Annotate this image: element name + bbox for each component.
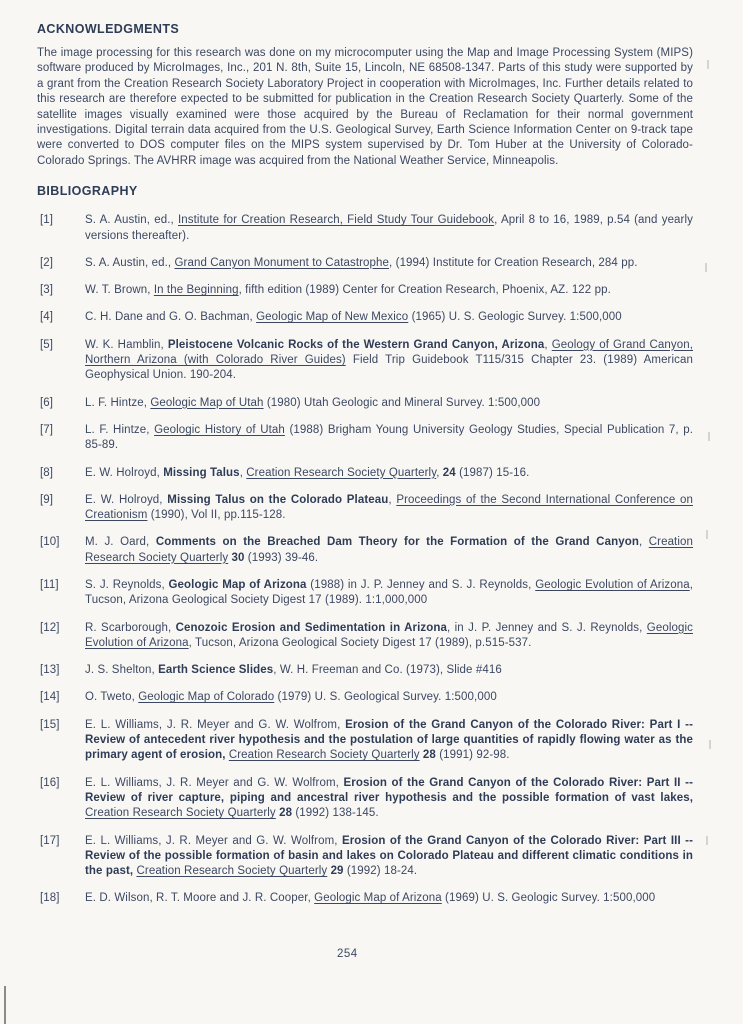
bibliography-entry-text: L. F. Hintze, Geologic Map of Utah (1980) Utah Geologic and Mineral Survey. 1:500,000 — [85, 396, 541, 409]
scan-artifact — [708, 432, 710, 441]
bibliography-entry-text: R. Scarborough, Cenozoic Erosion and Sedimentation in Arizona, in J. P. Jenney and S. J. Reynolds, Geologic Evolution of Arizona, Tucson, Arizona Geological Society Digest 17 (1989), p.515-537. — [85, 621, 693, 649]
bibliography-entry — [37, 310, 693, 325]
bibliography-entry-text: W. K. Hamblin, Pleistocene Volcanic Rocks of the Western Grand Canyon, Arizona, Geology of Grand Canyon, Northern Arizona (with Colorado River Guides) Field Trip Guidebook T115/315 Chapter 23. (1989) American Geophysical Union. 190-204. — [85, 338, 693, 382]
bibliography-entry — [37, 213, 693, 244]
bibliography-entry-number: [7] — [40, 423, 54, 436]
bibliography-entry-number: [10] — [40, 536, 60, 549]
bibliography-entry — [37, 256, 693, 271]
bibliography-entry-text: O. Tweto, Geologic Map of Colorado (1979) U. S. Geological Survey. 1:500,000 — [85, 691, 497, 704]
bibliography-entry — [37, 834, 693, 880]
bibliography-entry-text: E. L. Williams, J. R. Meyer and G. W. Wolfrom, Erosion of the Grand Canyon of the Colorado River: Part III -- Review of the possible formation of basin and lakes on Colorado Plateau and different climatic conditions in the past, Creation Research Society Quarterly 29 (1992) 18-24. — [85, 834, 694, 878]
bibliography-entry-number: [2] — [40, 256, 54, 269]
bibliography-entry-text: M. J. Oard, Comments on the Breached Dam Theory for the Formation of the Grand Canyon, Creation Research Society Quarterly 30 (1993) 39-46. — [85, 536, 694, 564]
acknowledgments-paragraph: The image processing for this research was done on my microcomputer using the Map and Image Processing System (MIPS) software produced by MicroImages, Inc., 201 N. 8th, Suite 15, Lincoln, NE 68508-1347. Parts of this study were supported by a grant from the Creation Research Society Laboratory Project in cooperation with MicroImages, Inc. Further details related to this research are therefore expected to be submitted for publication in the Creation Research Society Quarterly. Some of the satellite images visually examined were those acquired by the Bureau of Reclamation for their normal government investigations. Digital terrain data acquired from the U.S. Geological Survey, Earth Science Information Center on 9-track tape were converted to DOS computer files on the MIPS system supervised by Dr. Tom Huber at the University of Colorado-Colorado Springs. The AVHRR image was acquired from the National Weather Service, Minneapolis. — [37, 47, 693, 167]
scan-artifact — [707, 60, 709, 69]
bibliography-entry-text: S. J. Reynolds, Geologic Map of Arizona (1988) in J. P. Jenney and S. J. Reynolds, Geologic Evolution of Arizona, Tucson, Arizona Geological Society Digest 17 (1989). 1:1,000,000 — [85, 579, 693, 607]
bibliography-entry — [37, 718, 693, 764]
page-content — [37, 22, 693, 919]
scan-artifact — [709, 740, 711, 749]
bibliography-entry — [37, 493, 693, 524]
bibliography-entry-text: E. W. Holroyd, Missing Talus, Creation Research Society Quarterly, 24 (1987) 15-16. — [85, 466, 530, 479]
bibliography-entry-text: S. A. Austin, ed., Grand Canyon Monument to Catastrophe, (1994) Institute for Creation Research, 284 pp. — [85, 256, 638, 269]
bibliography-entry-number: [4] — [40, 311, 54, 324]
bibliography-entry — [37, 776, 693, 822]
bibliography-entry-text: W. T. Brown, In the Beginning, fifth edition (1989) Center for Creation Research, Phoenix, AZ. 122 pp. — [85, 284, 611, 297]
bibliography-entry-number: [3] — [40, 284, 54, 297]
bibliography-entry-number: [14] — [40, 691, 60, 704]
bibliography-entry-number: [13] — [40, 664, 60, 677]
acknowledgments-heading: ACKNOWLEDGMENTS — [37, 22, 180, 36]
bibliography-entry-number: [5] — [40, 338, 54, 351]
bibliography-entry-number: [1] — [40, 214, 54, 227]
bibliography-entry-number: [18] — [40, 892, 60, 905]
bibliography-entry-number: [11] — [40, 579, 59, 591]
bibliography-entry-number: [16] — [40, 776, 60, 789]
bibliography-entry — [37, 535, 693, 566]
bibliography-entry — [37, 690, 693, 705]
bibliography-entry-text: E. L. Williams, J. R. Meyer and G. W. Wolfrom, Erosion of the Grand Canyon of the Colorado River: Part I -- Review of antecedent river hypothesis and the postulation of large quantities of rapidly flowing water as the primary agent of erosion, Creation Research Society Quarterly 28 (1991) 92-98. — [85, 718, 694, 762]
bibliography-entry-text: S. A. Austin, ed., Institute for Creation Research, Field Study Tour Guidebook, April 8 to 16, 1989, p.54 (and yearly versions thereafter). — [85, 214, 693, 242]
bibliography-entry-number: [9] — [40, 493, 54, 506]
bibliography-entry — [37, 578, 693, 609]
bibliography-entry — [37, 466, 693, 481]
bibliography-entry — [37, 663, 693, 678]
bibliography-entry-text: C. H. Dane and G. O. Bachman, Geologic Map of New Mexico (1965) U. S. Geologic Survey. 1:500,000 — [85, 311, 622, 324]
bibliography-entry — [37, 891, 693, 906]
bibliography-entry-number: [6] — [40, 396, 54, 409]
bibliography-entry-number: [8] — [40, 466, 54, 479]
page-number: 254 — [337, 948, 358, 960]
bibliography-entry-number: [17] — [40, 834, 60, 847]
bibliography-entry-text: L. F. Hintze, Geologic History of Utah (1988) Brigham Young University Geology Studies, Special Publication 7, p. 85-89. — [85, 423, 694, 452]
bibliography-list — [37, 213, 693, 907]
bibliography-entry — [37, 423, 693, 454]
bibliography-entry-number: [15] — [40, 718, 60, 731]
bibliography-entry-text: J. S. Shelton, Earth Science Slides, W. H. Freeman and Co. (1973), Slide #416 — [85, 664, 502, 677]
bibliography-entry-text: E. W. Holroyd, Missing Talus on the Colorado Plateau, Proceedings of the Second International Conference on Creationism (1990), Vol II, pp.115-128. — [85, 493, 693, 522]
scan-artifact — [705, 263, 707, 272]
scan-artifact — [706, 530, 708, 539]
scan-artifact — [4, 986, 6, 1024]
bibliography-entry — [37, 338, 693, 384]
bibliography-entry-text: E. D. Wilson, R. T. Moore and J. R. Cooper, Geologic Map of Arizona (1969) U. S. Geologic Survey. 1:500,000 — [85, 892, 656, 905]
scan-artifact — [706, 836, 708, 845]
bibliography-entry — [37, 396, 693, 411]
bibliography-entry-text: E. L. Williams, J. R. Meyer and G. W. Wolfrom, Erosion of the Grand Canyon of the Colorado River: Part II -- Review of river capture, piping and ancestral river hypothesis and the possible formation of vast lakes, Creation Research Society Quarterly 28 (1992) 138-145. — [85, 776, 693, 820]
bibliography-entry — [37, 283, 693, 298]
bibliography-entry-number: [12] — [40, 621, 60, 634]
bibliography-heading: BIBLIOGRAPHY — [37, 184, 138, 199]
bibliography-entry — [37, 621, 693, 652]
